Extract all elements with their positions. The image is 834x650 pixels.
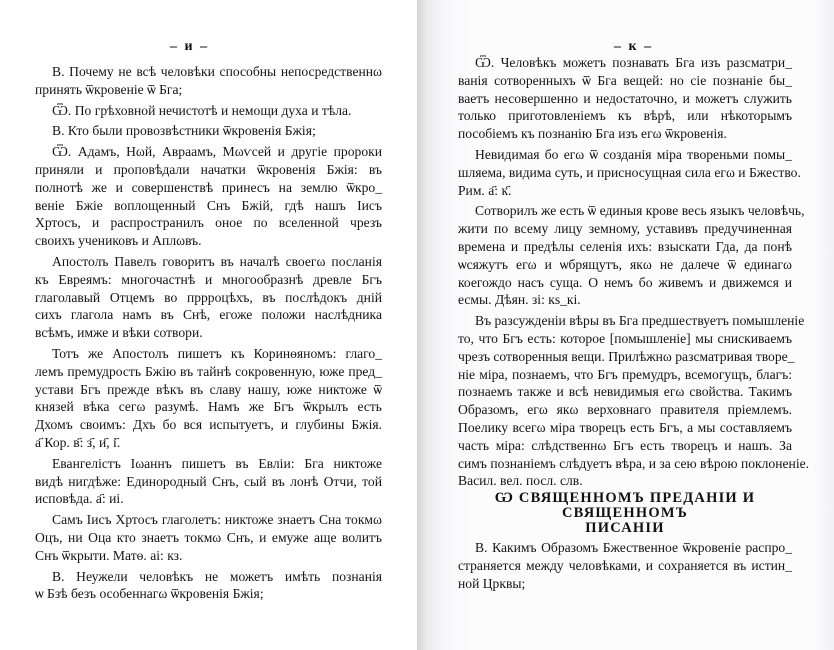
text-line: лемъ премудрость Бжію въ тайнѣ сокровенную, юже пред_ xyxy=(35,363,382,379)
text-line: Самъ Іисъ Хртосъ глаголетъ: никтоже знаетъ Сна токмω xyxy=(52,512,382,528)
text-line: Дхомъ своимъ: Дхъ бо вся испытуетъ, и глубины Бжія. xyxy=(35,417,382,433)
text-line: Образомъ, егω якω верховнаго правителя пріемлемъ. xyxy=(458,402,792,418)
text-line: Снъ ѿкрыти. Матѳ. аі: кз. xyxy=(35,547,183,563)
text-line: В. Какимъ Образомъ Бжественное ѿкровеніе распро_ xyxy=(475,540,792,556)
text-line: исповѣда. а҃: иі. xyxy=(35,491,124,507)
text-line: ной Црквы; xyxy=(458,575,526,591)
text-line: познаемъ также и всѣ невидимыя егω свойства. Такимъ xyxy=(458,384,792,400)
text-line: Евангелістъ Іωаннъ пишетъ въ Евліи: Бга никтоже xyxy=(52,455,382,471)
text-line: В. Неужели человѣкъ не можетъ имѣть познанія xyxy=(52,568,382,584)
text-line: Хртосъ, и распространилъ оное по вселенной чрезъ xyxy=(35,215,382,231)
text-line: принять ѿкровеніе ѿ Бга; xyxy=(35,81,183,97)
text-line: а҃ Кор. в҃: з҃, и҃, і҃. xyxy=(35,434,121,450)
text-line: ѡ Бзѣ безъ особеннагω ѿкровенія Бжія; xyxy=(35,586,264,602)
text-line: есмы. Дѣян. зі: кѕ_кі. xyxy=(458,292,581,308)
text-line: сихъ глагола намъ въ Снѣ, егоже положи наслѣдника xyxy=(35,307,382,323)
text-line: Поелику всегω міра творецъ есть Бгъ, а мы составляемъ xyxy=(458,419,792,435)
text-line: Ѿ. Адамъ, Нωй, Авраамъ, Мωѵсей и другіе пророки xyxy=(52,144,382,160)
text-line: Тотъ же Апостолъ пишетъ къ Коринѳяномъ: глаго_ xyxy=(52,345,382,361)
section-heading-line: Ѡ СВЯЩЕННОМЪ ПРЕДАНІИ И СВЯЩЕННОМЪ xyxy=(494,490,756,522)
text-line: жити по всему лицу земному, уставивъ предучиненная xyxy=(458,221,792,237)
text-line: шляема, видима суть, и присносущная сила егω и Бжество. xyxy=(458,164,801,180)
page-number: – и – xyxy=(170,39,210,54)
text-line: устави Бгъ прежде вѣкъ въ славу нашу, юже никтоже ѿ xyxy=(35,381,382,397)
page-number: – к – xyxy=(614,39,654,54)
text-line: страняется между человѣками, и сохраняется въ истин_ xyxy=(458,557,792,573)
left-page-text xyxy=(35,63,382,603)
text-line: пособіемъ къ познанію Бга изъ егω ѿкровенія. xyxy=(458,126,727,142)
text-line: времена и предѣлы селенія ихъ: взыскати Гда, да понѣ xyxy=(458,238,792,254)
text-line: видѣ нигдѣже: Единородный Снъ, сый въ лонѣ Отчи, той xyxy=(35,473,382,489)
text-line: Невидимая бо егω ѿ созданія міра твореньми помы_ xyxy=(475,146,792,162)
text-block xyxy=(458,54,810,490)
text-line: часть міра: слѣдственнω Бгъ есть творецъ и нашъ. За xyxy=(458,437,792,453)
section-heading xyxy=(458,491,792,536)
text-line: Апостолъ Павелъ говоритъ въ началѣ своегω посланія xyxy=(52,253,382,269)
text-line: Въ разсужденіи вѣры въ Бга предшествуетъ помышленіе xyxy=(475,313,805,329)
text-line: Рим. а҃: к҃. xyxy=(458,182,512,198)
text-line: ваетъ несовершенно и недостаточно, и можетъ служить xyxy=(458,90,792,106)
text-line: всѣмъ, имже и вѣки сотвори. xyxy=(35,325,203,341)
right-page-text xyxy=(458,54,810,593)
text-block xyxy=(458,539,792,592)
text-line: то, что Бгъ есть: которое [помышленіе] мы снискиваемъ xyxy=(458,330,792,346)
text-line: коегождо насъ суща. О немъ бо живемъ и движемся и xyxy=(458,274,792,290)
text-line: глаголавый Отцемъ во пррроцѣхъ, въ послѣдокъ дній xyxy=(35,289,382,305)
text-line: чрезъ сотворенныя вещи. Прилѣжнω разсматривая творе_ xyxy=(458,348,795,364)
text-line: приняли и проповѣдали начатки ѿкровенія Бжія: въ xyxy=(35,161,382,177)
text-line: В. Почему не всѣ человѣки способны непосредственнω xyxy=(52,64,382,79)
text-line: только приготовленіемъ къ вѣрѣ, или нѣкоторымъ xyxy=(458,108,792,124)
text-line: своихъ учениковъ и Аплωвъ. xyxy=(35,233,202,249)
section-heading-line: ПИСАНІИ xyxy=(585,520,665,537)
text-line: ѡсяжутъ егω и ѡбрящутъ, якω не далече ѿ единагω xyxy=(458,256,792,272)
text-line: веніе Бжіе воплощенный Снъ Бжій, гдѣ нашъ Іисъ xyxy=(35,197,382,213)
text-line: В. Кто были провозвѣстники ѿкровенія Бжія; xyxy=(52,123,316,139)
text-line: Оцъ, ни Оца кто знаетъ токмω Снъ, и емуже аще волитъ xyxy=(35,529,382,545)
text-line: князей вѣка сегω разумѣ. Намъ же Бгъ ѿкрылъ есть xyxy=(35,399,382,415)
text-line: симъ познаніемъ слѣдуетъ вѣра, и за сею вѣрою поклоненіе. xyxy=(458,455,810,471)
text-line: Васил. вел. посл. слв. xyxy=(458,473,583,489)
text-line: къ Евреямъ: многочастнѣ и многообразнѣ древле Бгъ xyxy=(35,271,382,287)
text-line: ванія сотворенныхъ ѿ Бга вещей: но сіе познаніе бы_ xyxy=(458,72,792,88)
text-line: ніе міра, познаемъ, что Бгъ премудръ, всемогущъ, благъ: xyxy=(458,366,792,382)
right-page xyxy=(417,0,834,650)
text-line: Ѿ. Человѣкъ можетъ познавать Бга изъ разсматри_ xyxy=(475,55,792,70)
text-line: полнотѣ же и совершенствѣ принесъ на землю ѿкро_ xyxy=(35,179,382,195)
text-line: Ѿ. По грѣховной нечистотѣ и немощи духа и тѣла. xyxy=(52,102,352,118)
text-line: Сотворилъ же есть ѿ единыя крове весь языкъ человѣчь, xyxy=(475,203,805,219)
